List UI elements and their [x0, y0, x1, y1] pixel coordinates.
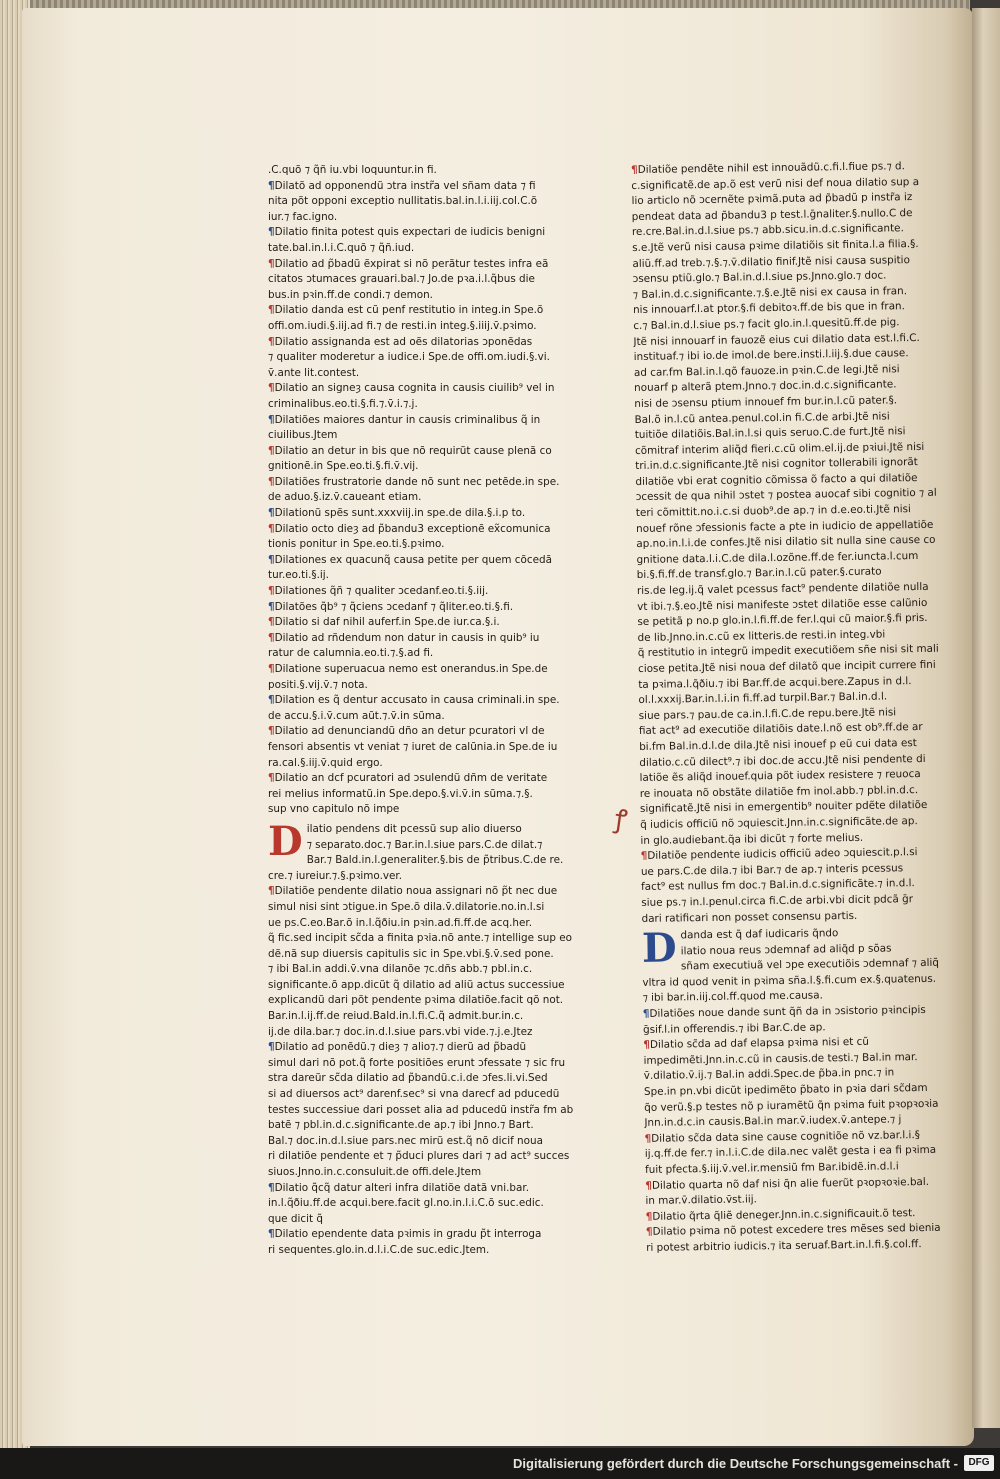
text-line: Bal.⁊ doc.in.d.l.siue pars.nec mirũ est.q̃ nõ dicif noua — [268, 1134, 543, 1147]
right-column-lines-2 — [643, 987, 963, 1256]
text-line: teri cõmittit.no.i.c.si duob⁹.de ap.⁊ in d.e.eo.ti.Jtẽ nisi — [635, 503, 911, 520]
left-initial-paragraph — [268, 817, 584, 884]
text-line — [268, 257, 584, 273]
initial-paragraph-lines — [642, 925, 959, 992]
text-line: ⁊ ibi Bal.in addi.v̄.vna dilanõe ⁊c.dñs abb.⁊ pbl.in.c. — [268, 963, 533, 976]
left-column-lines-2 — [268, 884, 584, 1258]
text-line: Spe.in pn.vbi dicũt ipedimẽto p̃bato in pꝛia dari sc̃dam — [643, 1081, 928, 1098]
line-text: Dilationes ex quacunq̃ causa petite per quem cõcedã — [274, 553, 552, 566]
text-line: ij.q.ff.de fer.⁊ in.l.i.C.de dila.nec valẽt gesta i ea fi pꝛima — [644, 1144, 937, 1161]
text-line: v̄.dilatio.v̄.ij.⁊ Bal.in addi.Spec.de p̃ba.in pnc.⁊ in — [643, 1066, 895, 1083]
text-line — [268, 884, 584, 900]
text-line: q̃ restitutio in integrũ impedit executiõem sñe nisi sit mali — [637, 643, 939, 660]
pilcrow-icon: ¶ — [268, 1181, 275, 1194]
text-line — [268, 1181, 584, 1197]
text-line: nouarf p alterã ptem.Jnno.⁊ doc.in.d.c.significante. — [634, 378, 897, 395]
text-line: cre.⁊ iureiur.⁊.§.pꝛimo.ver. — [268, 869, 403, 882]
text-line: bi.fm Bal.in.d.l.de dila.Jtẽ nisi inouef p eũ cui data est — [639, 737, 917, 753]
footer-bar — [0, 1448, 1000, 1479]
footer-credit: Digitalisierung gefördert durch die Deutsche Forschungsgemeinschaft - — [513, 1456, 958, 1471]
text-line: in.l.q̃ðiu.ff.de acqui.bere.facit gl.no.in.l.i.C.õ suc.edic. — [268, 1197, 544, 1210]
text-line: q̃o verũ.§.p testes nõ p iuramẽtũ q̃n pꝛima fuit pꝛopꝛoꝛia — [644, 1097, 939, 1114]
line-text: Dilationes q̃ñ ⁊ qualiter ɔcedanf.eo.ti.§.iij. — [274, 585, 489, 598]
pilcrow-icon: ¶ — [645, 1210, 653, 1223]
left-column-lines — [268, 163, 584, 818]
text-line: fiat act⁹ ad executiõe dilatiõis date.l.nõ est ob⁹.ff.de ar — [638, 721, 923, 738]
text-line: ⁊ separato.doc.⁊ Bar.in.l.siue pars.C.de dilat.⁊ — [306, 838, 543, 851]
text-line: dilatiõe vbi erat cognitio cõmissa õ facto a qui dilatiõe — [635, 471, 918, 488]
text-line: tionis ponitur in Spe.eo.ti.§.pꝛimo. — [268, 538, 445, 551]
text-line — [268, 444, 584, 460]
text-line: ⁊ ibi bar.in.iij.col.ff.quod me.causa. — [642, 989, 823, 1005]
line-text: Dilatio octo dieȝ ad p̃bandu3 exceptionẽ ex̃comunica — [274, 522, 551, 535]
facing-page-edge — [972, 8, 1000, 1428]
text-line: ue ps.C.eo.Bar.õ in.l.q̃ðiu.in pꝛin.ad.fi.ff.de acq.her. — [268, 916, 533, 929]
text-line: de accu.§.i.v̄.cum aũt.⁊.v̄.in sũma. — [268, 709, 445, 722]
text-line — [268, 631, 584, 647]
line-text: Dilationũ spẽs sunt.xxxviij.in spe.de dila.§.i.p to. — [274, 507, 526, 520]
line-text: Dilation es q̃ dentur accusato in causa criminali.in spe. — [274, 694, 560, 707]
text-line: ⁊ Bal.in.d.c.significante.⁊.§.e.Jtẽ nisi ex causa in fran. — [632, 284, 908, 301]
text-line: lio articlo nõ ɔcernẽte pꝛimã.puta ad p̃badũ p instr̃a iz — [631, 191, 913, 208]
text-line: in mar.v̄.dilatio.v̄st.iij. — [645, 1193, 757, 1208]
text-line — [268, 225, 584, 241]
text-line: simul nisi sint ɔtigue.in Spe.õ dila.v̄.dilatorie.no.in.l.si — [268, 900, 545, 913]
text-line: dẽ.nã sup diuersis capitulis sic in Spe.vbi.§.v̄.sed pone. — [268, 947, 554, 960]
right-column-lines — [631, 159, 958, 927]
pilcrow-icon: ¶ — [268, 1041, 275, 1054]
text-line: siue pars.⁊ pau.de ca.in.l.fi.C.de repu.bere.Jtẽ nisi — [638, 706, 897, 722]
line-text: Dilatio assignanda est ad oẽs dilatorias ɔponẽdas — [274, 335, 533, 348]
text-line: ɔcessit de qua nihil ɔstet ⁊ postea auocaf sibi cognitio ⁊ al — [635, 487, 937, 504]
line-text: Dilatiões maiores dantur in causis criminalibus q̃ in — [274, 413, 541, 426]
pilcrow-icon: ¶ — [643, 1039, 651, 1052]
pilcrow-icon: ¶ — [631, 163, 638, 176]
line-text: Dilatio an dcf pcuratori ad ɔsulendũ dñm de veritate — [274, 772, 548, 785]
line-text: Dilatio sc̃da data sine cause cognitiõe nõ vz.bar.l.i.§ — [651, 1128, 920, 1145]
pilcrow-icon: ¶ — [268, 226, 275, 239]
text-line — [268, 522, 584, 538]
text-line — [268, 506, 584, 522]
pilcrow-icon: ¶ — [268, 444, 275, 457]
text-line: ad car.fm Bal.in.l.qõ fauoze.in pꝛin.C.de legi.Jtẽ nisi — [633, 362, 900, 379]
text-line: ratur de calumnia.eo.ti.⁊.§.ad fi. — [268, 647, 434, 660]
line-text: Dilatio q̃rta q̃liẽ deneger.Jnn.in.c.significauit.õ test. — [652, 1206, 916, 1223]
text-line: nita põt opponi exceptio nullitatis.bal.in.l.i.iij.col.C.õ — [268, 195, 538, 208]
text-line: explicandũ dari põt pendente pꝛima dilatiõe.facit qõ not. — [268, 994, 564, 1007]
text-line — [268, 335, 584, 351]
text-line: c.⁊ Bal.in.d.l.siue ps.⁊ facit glo.in.l.quesitũ.ff.de pig. — [633, 316, 900, 332]
text-line — [268, 724, 584, 740]
pilcrow-icon: ¶ — [268, 772, 275, 785]
text-line — [268, 413, 584, 429]
text-line: offi.om.iudi.§.iij.ad fi.⁊ de resti.in integ.§.iiij.v̄.pꝛimo. — [268, 319, 537, 332]
text-line: ⁊ qualiter moderetur a iudice.i Spe.de offi.om.iudi.§.vi. — [268, 351, 550, 364]
line-text: Dilatio quarta nõ daf nisi q̃n alie fuerũt pꝛopꝛoꝛie.bal. — [651, 1175, 930, 1192]
text-line: dari ratificari non posset consensu partis. — [641, 909, 858, 925]
text-line: c.significatẽ.de ap.õ est verũ nisi def noua dilatio sup a — [631, 175, 920, 192]
text-line: v̄.ante lit.contest. — [268, 366, 360, 379]
text-line: s.e.Jtẽ verũ nisi causa pꝛime dilatiõis sit finita.l.a filia.§. — [632, 237, 919, 254]
text-line: Bar.⁊ Bald.in.l.generaliter.§.bis de p̃tribus.C.de re. — [306, 854, 564, 867]
margin-annotation: ꝭ — [612, 804, 630, 836]
text-line: gnitionẽ.in Spe.eo.ti.§.fi.v̄.vij. — [268, 460, 419, 473]
text-line: significante.õ app.dicũt q̃ dilatio ad aliũ actus successiue — [268, 978, 565, 991]
text-line: .C.quõ ⁊ q̃ñ iu.vbi loquuntur.in fi. — [268, 164, 437, 176]
text-line: dilatio.c.cũ dilect⁹.⁊ ibi doc.de accu.Jtẽ nisi pendente di — [639, 752, 926, 769]
text-line — [268, 693, 584, 709]
text-line — [268, 584, 584, 600]
decorated-initial: D — [268, 817, 303, 865]
line-text: Dilatiões frustratorie dande nõ sunt nec petẽde.in spe. — [274, 475, 560, 488]
text-line: ol.l.xxxij.Bar.in.l.i.in fi.ff.ad turpil.Bar.⁊ Bal.in.d.l. — [638, 690, 888, 707]
decorated-initial: D — [641, 924, 677, 973]
text-line: ris.de leg.ij.q̃ valet pcessus fact⁹ pendente dilatiõe nulla — [636, 580, 929, 597]
text-line: de aduo.§.iz.v̄.caueant etiam. — [268, 491, 422, 504]
left-text-column — [268, 163, 584, 1259]
line-text: Dilatio ad rñdendum non datur in causis in quib⁹ iu — [274, 631, 540, 644]
text-line: nouef rõne ɔfessionis facte a pte in iudicio de appellatiõe — [636, 518, 934, 535]
pilcrow-icon: ¶ — [268, 1228, 275, 1241]
text-line: sñam executiuã vel ɔpe executiõis ɔdemnaf ⁊ aliq̃ — [680, 957, 940, 973]
right-text-column — [631, 159, 962, 1257]
pilcrow-icon: ¶ — [268, 585, 275, 598]
text-line: tuitiõe dilatiõis.Bal.in.l.si quis seruo.C.de furt.Jtẽ nisi — [634, 425, 906, 442]
text-line — [268, 303, 584, 319]
text-line — [268, 615, 584, 631]
text-line: tur.eo.ti.§.ij. — [268, 569, 329, 582]
text-line: tri.in.d.c.significante.Jtẽ nisi cognitor tollerabili ignorãt — [635, 456, 918, 473]
text-line: ri sequentes.glo.in.d.l.i.C.de suc.edic.Jtem. — [268, 1243, 490, 1256]
pilcrow-icon: ¶ — [268, 553, 275, 566]
text-line: iur.⁊ fac.igno. — [268, 210, 338, 223]
text-line: siue ps.⁊ in.l.penul.circa fi.C.de arbi.vbi dicit pdcã ḡr — [641, 893, 914, 909]
text-line: vt ibi.⁊.§.eo.Jtẽ nisi manifeste ɔstet dilatiõe esse calũnio — [637, 596, 928, 613]
line-text: Dilatõ ad opponendũ ɔtra instr̃a vel sñam data ⁊ fi — [274, 179, 536, 192]
text-line: sup vno capitulo nõ impe — [268, 803, 400, 816]
text-line: Bar.in.l.ij.ff.de reiud.Bald.in.l.fi.C.q̃ admit.bur.in.c. — [268, 1010, 524, 1023]
pilcrow-icon: ¶ — [268, 522, 275, 535]
pilcrow-icon: ¶ — [268, 663, 275, 675]
text-line: se petitã p no.p glo.in.l.fi.ff.de fer.l.qui cũ maior.§.fi pris. — [637, 612, 928, 629]
text-line: que dicit q̃ — [268, 1212, 323, 1225]
line-text: Dilatio q̃cq̃ datur alteri infra dilatiõe datã vni.bar. — [274, 1181, 530, 1194]
text-line: aliũ.ff.ad treb.⁊.§.⁊.v̄.dilatio finif.Jtẽ nisi causa suspitio — [632, 253, 910, 270]
text-line: gnitione data.l.i.C.de dila.l.ozõne.ff.de fer.iuncta.l.cum — [636, 549, 919, 566]
text-line: in glo.audiebant.q̃a ibi dicũt ⁊ forte melius. — [640, 831, 864, 847]
line-text: Dilatio si daf nihil auferf.in Spe.de iur.ca.§.i. — [274, 616, 500, 629]
text-line: Bal.õ in.l.cũ antea.penul.col.in fi.C.de arbi.Jtẽ nisi — [634, 409, 890, 426]
line-text: Dilatio ad ponẽdũ.⁊ dieȝ ⁊ alio⁊.⁊ dierũ ad p̃badũ — [274, 1041, 527, 1054]
text-line: ap.no.in.l.i.de confes.Jtẽ nisi dilatio sit nulla sine cause co — [636, 534, 936, 551]
text-line — [268, 553, 584, 569]
line-text: Dilatio ad denunciandũ dño an detur pcuratori vl de — [274, 725, 545, 738]
text-line: impedimẽti.Jnn.in.c.cũ in causis.de testi.⁊ Bal.in mar. — [643, 1050, 918, 1067]
text-line — [268, 1227, 584, 1243]
text-line — [268, 600, 584, 616]
text-line: q̃ fic.sed incipit sc̃da a finita pꝛia.nõ ante.⁊ intellige sup eo — [268, 932, 572, 945]
dfg-logo: DFG — [964, 1455, 994, 1471]
text-line: batẽ ⁊ pbl.in.d.c.significante.de ap.⁊ ibi Jnno.⁊ Bart. — [268, 1119, 534, 1132]
text-line: significatẽ.Jtẽ nisi in emergentib⁹ nouiter pdẽte dilatiõe — [639, 799, 928, 816]
pilcrow-icon: ¶ — [644, 1132, 652, 1145]
pilcrow-icon: ¶ — [268, 413, 275, 426]
text-line: ilatio noua reus ɔdemnaf ad aliq̃d p sõas — [680, 942, 892, 958]
pilcrow-icon: ¶ — [268, 725, 275, 738]
pilcrow-icon: ¶ — [268, 885, 275, 898]
text-line: si ad diuersos act⁹ darenf.sec⁹ si vna darecf ad pducedũ — [268, 1088, 560, 1101]
pilcrow-icon: ¶ — [645, 1179, 652, 1192]
text-line — [268, 662, 584, 678]
line-text: Dilatione superuacua nemo est onerandus.in Spe.de — [274, 663, 548, 675]
text-line: ta pꝛima.l.q̃ðiu.⁊ ibi Bar.ff.de acqui.bere.Zapus in d.l. — [638, 674, 912, 691]
pilcrow-icon: ¶ — [268, 600, 275, 613]
text-line: tate.bal.in.l.i.C.quõ ⁊ q̃ñ.iud. — [268, 241, 415, 254]
line-text: Dilatio an signeȝ causa cognita in causis ciuilib⁹ vel in — [274, 382, 555, 395]
text-line: citatos ɔtumaces grauari.bal.⁊ Jo.de pꝛa.i.l.q̃bus die — [268, 273, 535, 286]
text-line: testes successiue dari posset alia ad pducedũ instr̃a fm ab — [268, 1103, 574, 1116]
line-text: Dilatiões noue dande sunt q̃ñ da in ɔsistorio pꝛincipis — [649, 1004, 926, 1020]
text-line: latiõe ẽs aliq̃d inouef.quia põt iudex resistere ⁊ reuoca — [639, 768, 921, 785]
line-text: Dilatio pꝛima nõ potest excedere tres mẽses sed bienia — [652, 1222, 941, 1239]
text-line: fensori absentis vt veniat ⁊ iuret de calũnia.in Spe.de iu — [268, 740, 558, 753]
text-line: ri potest arbitrio iudicis.⁊ ita seruaf.Bart.in.l.fi.§.col.ff. — [646, 1238, 922, 1254]
pilcrow-icon: ¶ — [268, 507, 275, 520]
text-line — [268, 381, 584, 397]
pilcrow-icon: ¶ — [640, 849, 648, 863]
text-line: vltra id quod venit in pꝛima sña.l.§.fi.cum ex.§.quatenus. — [642, 972, 937, 989]
text-line: instituaf.⁊ ibi io.de imol.de bere.insti.l.iij.§.due cause. — [633, 347, 909, 364]
right-initial-paragraph — [642, 925, 959, 992]
initial-paragraph-lines — [268, 817, 584, 884]
pilcrow-icon: ¶ — [268, 616, 275, 629]
text-line — [268, 771, 584, 787]
text-line: re inouata nõ obstãte dilatiõe fm inol.abb.⁊ pbl.in.d.c. — [639, 783, 919, 800]
text-line: stra dareũr sc̃da dilatio ad p̃bandũ.c.i.de ɔfes.li.vi.Sed — [268, 1072, 548, 1085]
line-text: Dilatio ad p̃badũ ẽxpirat si nõ perãtur testes infra eã — [274, 257, 549, 270]
text-line: ḡsif.l.in offerendis.⁊ ibi Bar.C.de ap. — [643, 1021, 826, 1036]
text-line: de lib.Jnno.in.c.cũ ex litteris.de resti.in integ.vbi — [637, 628, 886, 644]
text-line: ciuilibus.Jtem — [268, 429, 338, 442]
text-line: ri dilatiõe pendente et ⁊ p̃duci plures dari ⁊ ad act⁹ succes — [268, 1150, 570, 1163]
text-line: bi.§.fi.ff.de transf.glo.⁊ Bar.in.l.cũ pater.§.curato — [636, 565, 882, 582]
text-line: ciose petita.Jtẽ nisi noua def dilatõ que incipit currere fini — [637, 658, 936, 675]
text-line: rei melius informatũ.in Spe.depo.§.vi.v̄.in sũma.⁊.§. — [268, 787, 533, 800]
line-text: Dilatiõe pendente dilatio noua assignari nõ p̃t nec due — [274, 885, 558, 898]
text-line: siuos.Jnno.in.c.consuluit.de offi.dele.Jtem — [268, 1166, 482, 1178]
text-line: Jtẽ nisi innouarf in fauozẽ eius cui dilatio data est.l.fi.C. — [633, 331, 920, 348]
pilcrow-icon: ¶ — [268, 475, 275, 488]
pilcrow-icon: ¶ — [645, 1226, 653, 1239]
pilcrow-icon: ¶ — [268, 335, 275, 348]
text-line: ra.cal.§.iij.v̄.quid ergo. — [268, 756, 383, 769]
pilcrow-icon: ¶ — [642, 1007, 650, 1020]
line-text: Dilatio danda est cũ penf restitutio in integ.in Spe.õ — [274, 304, 544, 317]
text-line: nisi de ɔsensu ptium innouef fm bur.in.l.cũ pater.§. — [634, 394, 898, 410]
text-line — [268, 475, 584, 491]
text-line: re.cre.Bal.in.d.l.siue ps.⁊ abb.sicu.in.d.c.significante. — [631, 222, 904, 239]
text-line: ue pars.C.de dila.⁊ ibi Bar.⁊ de ap.⁊ interis pcessus — [640, 861, 904, 878]
line-text: Dilatio an detur in bis que nõ requirũt cause plenã co — [274, 444, 552, 457]
pilcrow-icon: ¶ — [268, 257, 275, 270]
line-text: Dilatio sc̃da ad daf elapsa pꝛima nisi et cũ — [649, 1036, 870, 1052]
pilcrow-icon: ¶ — [268, 304, 275, 317]
text-line: pendeat data ad p̃bandu3 p test.l.ḡnaliter.§.nullo.C de — [631, 206, 913, 223]
text-line: fact⁹ est nullus fm doc.⁊ Bal.in.d.c.significãte.⁊ in.d.l. — [641, 877, 915, 894]
text-line: ij.de dila.bar.⁊ doc.in.d.l.siue pars.vbi vide.⁊.j.e.Jtez — [268, 1025, 533, 1038]
text-line: cõmitraf interim aliq̃d fieri.c.cũ olim.el.ij.de pꝛiui.Jtẽ nisi — [634, 440, 925, 457]
line-text: Dilatio finita potest quis expectari de iudicis benigni — [274, 226, 546, 239]
text-line: fuit pfecta.§.iij.v̄.vel.ir.mensiũ fm Bar.ibidẽ.in.d.l.i — [644, 1160, 899, 1176]
text-line: Jnn.in.d.c.in causis.Bal.in mar.v̄.iudex.v̄.antepe.⁊ j — [644, 1113, 902, 1130]
text-line: danda est q̃ daf iudicaris q̃ndo — [680, 927, 839, 942]
line-text: Dilatões q̃b⁹ ⁊ q̃ciens ɔcedanf ⁊ q̃liter.eo.ti.§.fi. — [274, 600, 514, 613]
text-line: q̃ iudicis officiũ nõ ɔquiescit.Jnn.in.c.significãte.de ap. — [640, 814, 918, 831]
text-line: criminalibus.eo.ti.§.fi.⁊.v̄.i.⁊.j. — [268, 397, 418, 410]
text-line: bus.in pꝛin.ff.de condi.⁊ demon. — [268, 288, 433, 301]
line-text: Dilatiõe pendẽte nihil est innouãdũ.c.fi.l.fiue ps.⁊ d. — [637, 160, 905, 176]
text-line: ɔsensu ptiũ.glo.⁊ Bal.in.d.l.siue ps.Jnno.glo.⁊ doc. — [632, 269, 887, 286]
text-line — [268, 1040, 584, 1056]
line-text: Dilatiõe pendente iudicis officiũ adeo ɔquiescit.p.l.si — [647, 846, 918, 862]
text-line — [268, 179, 584, 195]
text-line: ilatio pendens dit pcessũ sup alio diuerso — [306, 822, 522, 835]
pilcrow-icon: ¶ — [268, 382, 275, 395]
pilcrow-icon: ¶ — [268, 631, 275, 644]
pilcrow-icon: ¶ — [268, 694, 275, 707]
pilcrow-icon: ¶ — [268, 179, 275, 192]
line-text: Dilatio ependente data pꝛimis in gradu p̃t interroga — [274, 1228, 542, 1241]
text-line: nis innouarf.l.at ptor.§.fi debitoꝛ.ff.de bis que in fran. — [632, 300, 906, 317]
text-line: simul dari nõ pot.q̃ forte positiões erunt ɔfessate ⁊ sic fru — [268, 1056, 566, 1069]
text-line: positi.§.vij.v̄.⁊ nota. — [268, 678, 368, 691]
